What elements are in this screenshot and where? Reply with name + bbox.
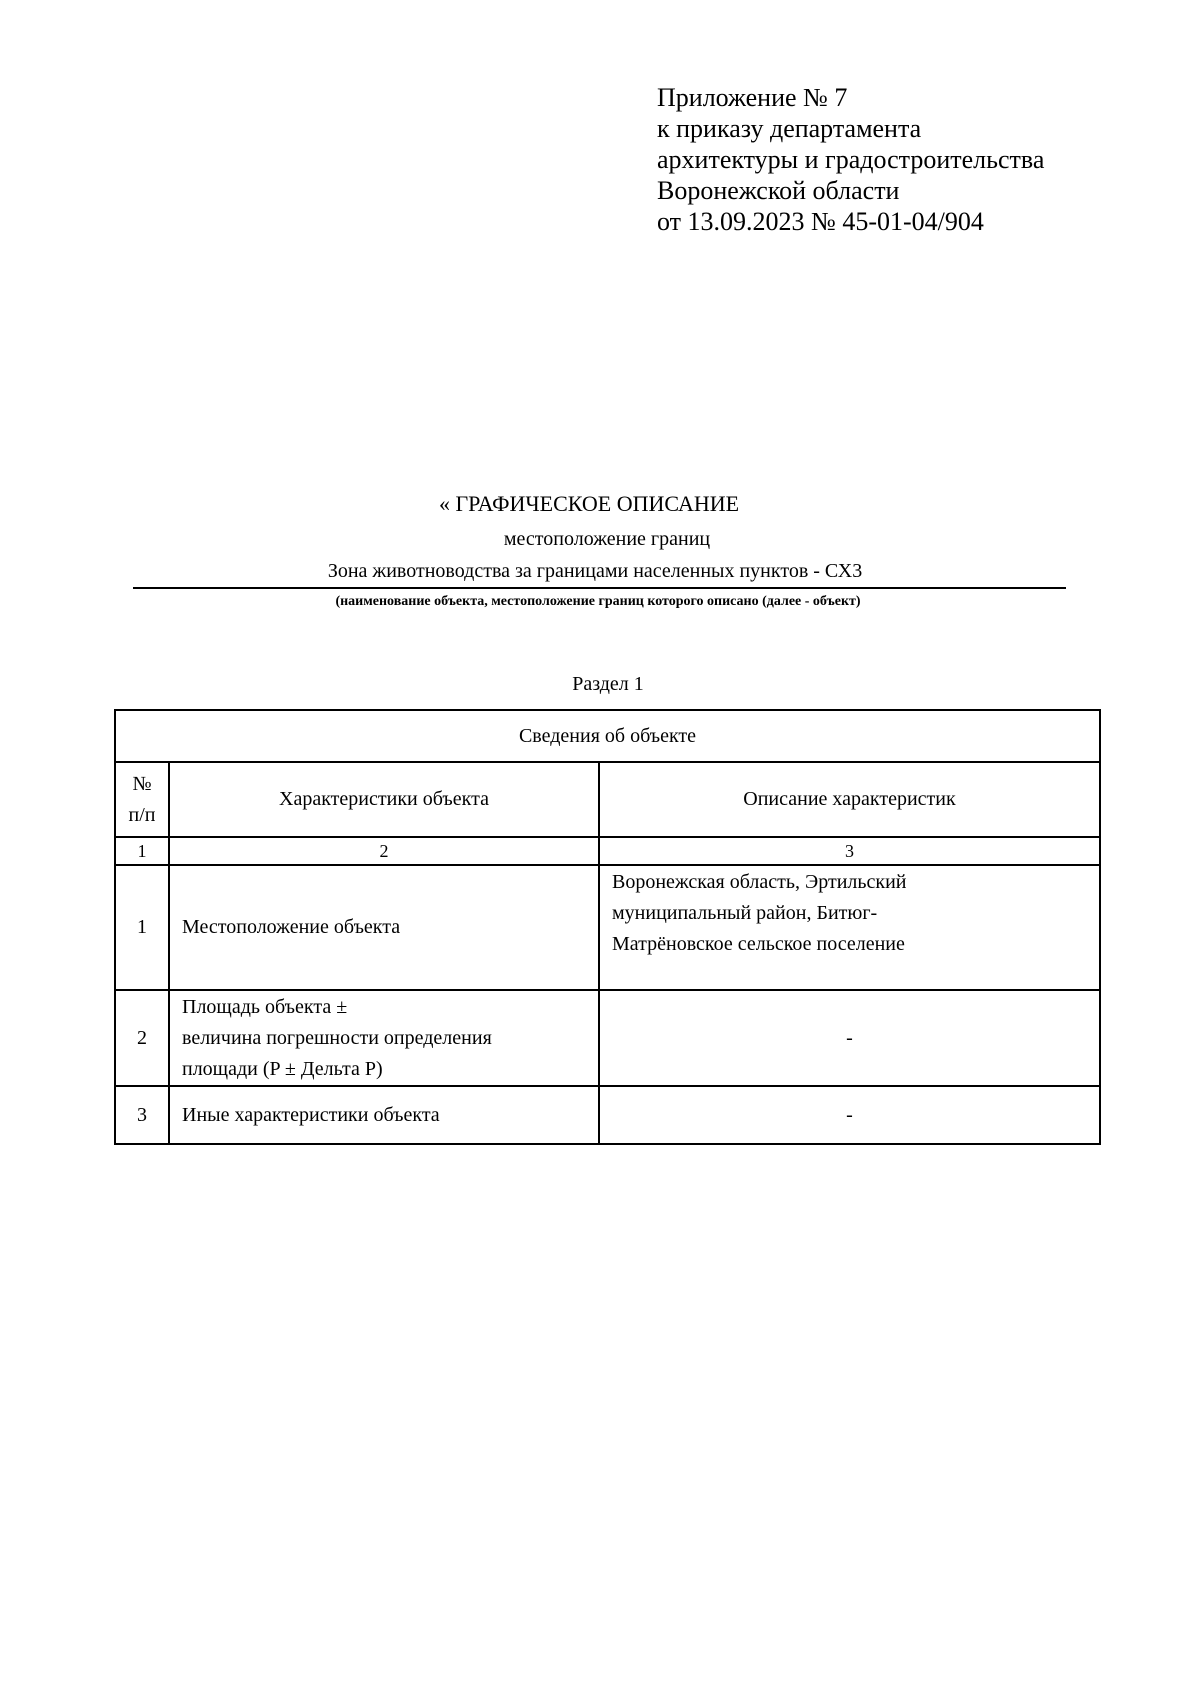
table-row bbox=[115, 990, 1100, 1086]
appendix-line: к приказу департамента bbox=[657, 114, 922, 143]
appendix-line: Приложение № 7 bbox=[657, 83, 848, 112]
row-description bbox=[599, 1086, 1100, 1144]
appendix-line: Воронежской области bbox=[657, 176, 900, 205]
table-title: Сведения об объекте bbox=[115, 710, 1100, 762]
row-characteristic-line: Местоположение объекта bbox=[182, 916, 401, 938]
row-description-line: - bbox=[846, 1026, 853, 1049]
column-number-row bbox=[115, 837, 1100, 865]
table-header-row bbox=[115, 762, 1100, 837]
row-characteristic bbox=[169, 1086, 599, 1144]
row-number: 2 bbox=[115, 990, 169, 1086]
column-header-line: Описание характеристик bbox=[743, 788, 956, 810]
row-description bbox=[599, 865, 1100, 990]
table-row bbox=[115, 1086, 1100, 1144]
column-header-line: № bbox=[132, 772, 152, 795]
column-header-number bbox=[115, 762, 169, 837]
table-row bbox=[115, 865, 1100, 990]
row-characteristic-line: площади (P ± Дельта P) bbox=[182, 1057, 383, 1080]
column-number: 2 bbox=[169, 837, 599, 865]
row-characteristic bbox=[169, 865, 599, 990]
row-number: 1 bbox=[115, 865, 169, 990]
document-title: « ГРАФИЧЕСКОЕ ОПИСАНИЕ bbox=[438, 491, 740, 516]
object-caption: (наименование объекта, местоположение границ которого описано (далее - объект) bbox=[335, 594, 861, 609]
object-name: Зона животноводства за границами населенных пунктов - СХ3 bbox=[327, 560, 863, 582]
row-description-line: муниципальный район, Битюг- bbox=[612, 902, 878, 924]
object-info-table bbox=[114, 709, 1101, 1145]
row-characteristic-line: Площадь объекта ± bbox=[182, 995, 348, 1018]
appendix-line: от 13.09.2023 № 45-01-04/904 bbox=[657, 207, 984, 236]
object-underline bbox=[133, 587, 1066, 589]
row-description bbox=[599, 990, 1100, 1086]
column-number: 3 bbox=[599, 837, 1100, 865]
row-description-line: - bbox=[846, 1103, 853, 1126]
column-header-description bbox=[599, 762, 1100, 837]
document-subtitle: местоположение границ bbox=[503, 528, 711, 550]
row-characteristic-line: Иные характеристики объекта bbox=[182, 1103, 440, 1126]
row-characteristic bbox=[169, 990, 599, 1086]
row-description-line: Воронежская область, Эртильский bbox=[612, 871, 907, 893]
appendix-block bbox=[657, 82, 1044, 237]
column-header-characteristics bbox=[169, 762, 599, 837]
appendix-line: архитектуры и градостроительства bbox=[657, 145, 1045, 174]
column-number: 1 bbox=[115, 837, 169, 865]
row-number: 3 bbox=[115, 1086, 169, 1144]
column-header-line: п/п bbox=[128, 803, 156, 826]
column-header-line: Характеристики объекта bbox=[279, 788, 489, 810]
table-title-row bbox=[115, 710, 1100, 762]
row-description-line: Матрёновское сельское поселение bbox=[612, 933, 905, 955]
section-label: Раздел 1 bbox=[572, 673, 644, 695]
row-characteristic-line: величина погрешности определения bbox=[182, 1026, 492, 1049]
